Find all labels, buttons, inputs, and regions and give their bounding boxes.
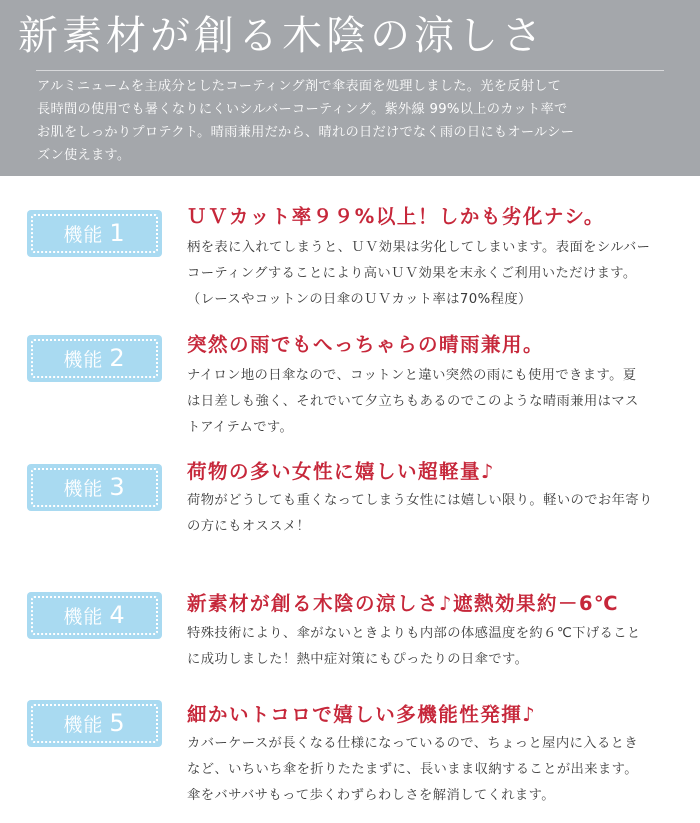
page-title: 新素材が創る木陰の涼しさ [18,13,546,59]
header-description-line: お肌をしっかりプロテクト。晴雨兼用だから、晴れの日だけでなく雨の日にもオールシー [37,125,575,140]
feature-body-line: 荷物がどうしても重くなってしまう女性には嬉しい限り。軽いのでお年寄り [187,493,653,508]
header-banner [0,0,700,176]
feature-body [187,363,682,441]
feature-title: 細かいトコロで嬉しい多機能性発揮♪ [187,703,537,726]
feature-body-line: 特殊技術により、傘がないときよりも内部の体感温度を約６℃下げること [187,626,641,641]
feature-body-line: 柄を表に入れてしまうと、ＵＶ効果は劣化してしまいます。表面をシルバー [187,240,651,255]
feature-badge-text: 機能 [63,606,104,628]
feature-body [187,235,682,313]
feature-body-line: に成功しました！熱中症対策にもぴったりの日傘です。 [187,652,529,667]
feature-body [187,621,682,673]
feature-badge [27,464,162,511]
header-description-line: アルミニュームを主成分としたコーティング剤で傘表面を処理しました。光を反射して [37,79,562,94]
feature-title: 荷物の多い女性に嬉しい超軽量♪ [187,460,495,483]
feature-badge-number: 5 [109,709,126,737]
feature-badge-text: 機能 [63,714,104,736]
feature-badge-number: 1 [109,219,126,247]
feature-badge-number: 3 [109,473,126,501]
feature-badge [27,335,162,382]
header-description-line: 長時間の使用でも暑くなりにくいシルバーコーティング。紫外線 99%以上のカット率で [37,102,568,117]
feature-title: ＵＶカット率９９%以上！しかも劣化ナシ。 [187,205,605,228]
header-description-line: ズン使えます。 [37,148,131,163]
feature-body-line: は日差しも強く、それでいて夕立ちもあるのでこのような晴雨兼用はマス [187,394,639,409]
feature-body-line: など、いちいち傘を折りたたまずに、長いまま収納することが出来ます。 [187,762,638,777]
feature-body-line: ナイロン地の日傘なので、コットンと違い突然の雨にも使用できます。夏 [187,368,637,383]
feature-badge-text: 機能 [63,224,104,246]
header-description [37,75,669,167]
feature-badge [27,700,162,747]
feature-body-line: の方にもオススメ！ [187,519,311,534]
feature-title: 突然の雨でもへっちゃらの晴雨兼用。 [187,333,545,356]
feature-badge-text: 機能 [63,478,104,500]
feature-body [187,488,682,540]
feature-badge-number: 4 [109,601,126,629]
feature-body-line: （レースやコットンの日傘のＵＶカット率は70%程度） [187,292,532,307]
feature-badge [27,592,162,639]
feature-body-line: トアイテムです。 [187,420,294,435]
feature-body-line: 傘をバサバサもって歩くわずらわしさを解消してくれます。 [187,788,555,803]
feature-body [187,731,682,809]
header-divider [36,70,664,71]
feature-body-line: カバーケースが長くなる仕様になっているので、ちょっと屋内に入るとき [187,736,639,751]
feature-badge [27,210,162,257]
feature-badge-number: 2 [109,344,126,372]
feature-body-line: コーティングすることにより高いＵＶ効果を末永くご利用いただけます。 [187,266,637,281]
feature-title: 新素材が創る木陰の涼しさ♪遮熱効果約－6℃ [187,592,620,615]
feature-badge-text: 機能 [63,349,104,371]
